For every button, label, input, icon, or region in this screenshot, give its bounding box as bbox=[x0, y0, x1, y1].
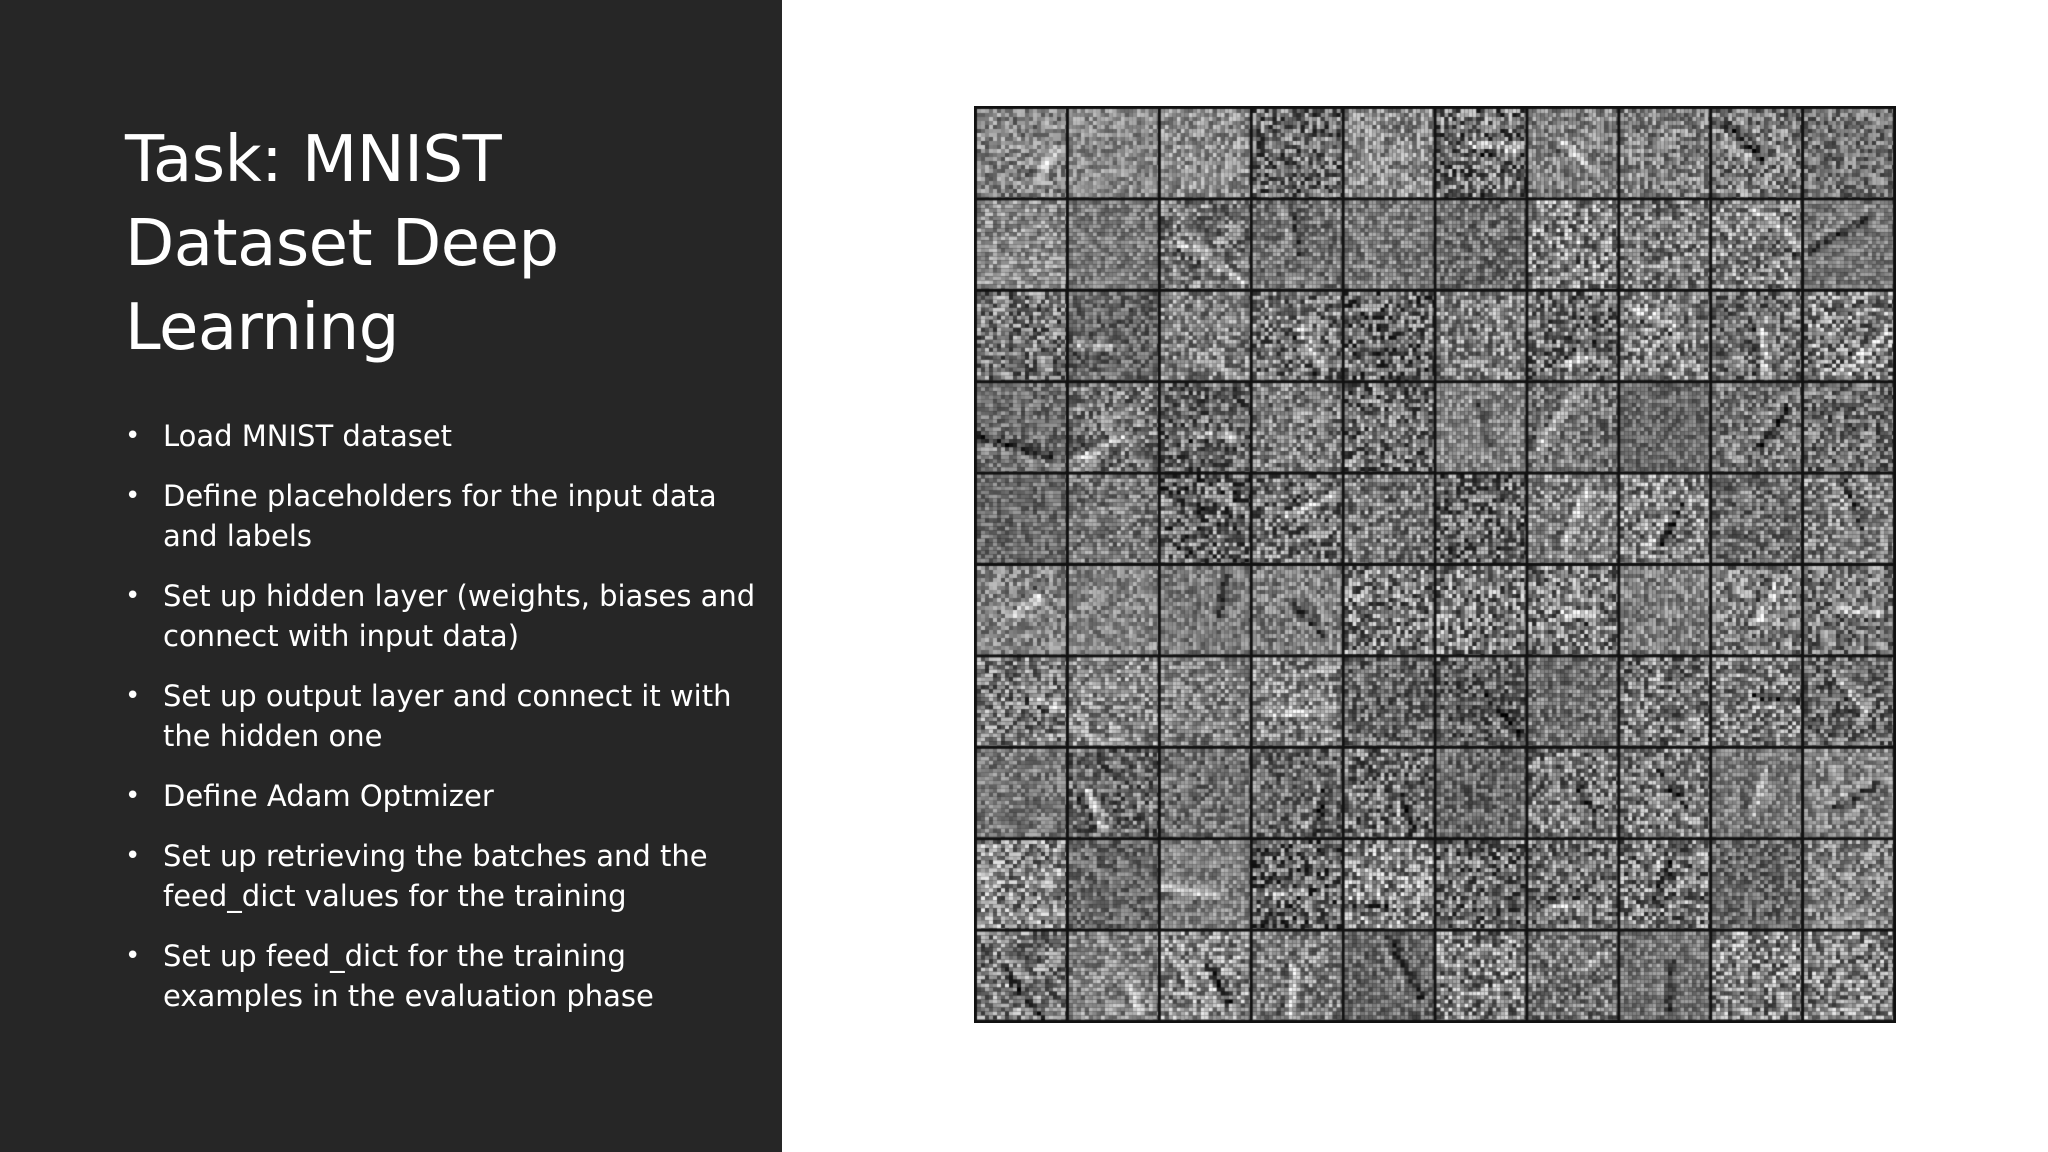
weights-visualization bbox=[974, 106, 1896, 1023]
bullet-dot-icon: • bbox=[125, 421, 141, 451]
bullet-dot-icon: • bbox=[125, 581, 141, 611]
bullet-item bbox=[125, 476, 765, 556]
bullet-dot-icon: • bbox=[125, 841, 141, 871]
bullet-item bbox=[125, 576, 765, 656]
bullet-list bbox=[125, 416, 765, 1036]
bullet-text: Define placeholders for the input data and labels bbox=[163, 479, 717, 553]
bullet-text: Define Adam Optmizer bbox=[163, 779, 494, 813]
bullet-dot-icon: • bbox=[125, 681, 141, 711]
bullet-text: Set up feed_dict for the training examples in the evaluation phase bbox=[163, 939, 654, 1013]
bullet-text: Load MNIST dataset bbox=[163, 419, 453, 453]
bullet-item bbox=[125, 416, 765, 456]
bullet-text: Set up output layer and connect it with the hidden one bbox=[163, 679, 732, 753]
bullet-item bbox=[125, 776, 765, 816]
bullet-dot-icon: • bbox=[125, 481, 141, 511]
bullet-text: Set up retrieving the batches and the feed_dict values for the training bbox=[163, 839, 708, 913]
bullet-item bbox=[125, 676, 765, 756]
left-panel bbox=[0, 0, 782, 1152]
filter-grid-canvas bbox=[974, 106, 1896, 1023]
slide-title: Task: MNIST Dataset Deep Learning bbox=[125, 123, 559, 365]
bullet-item bbox=[125, 836, 765, 916]
bullet-dot-icon: • bbox=[125, 941, 141, 971]
bullet-text: Set up hidden layer (weights, biases and connect with input data) bbox=[163, 579, 756, 653]
bullet-dot-icon: • bbox=[125, 781, 141, 811]
bullet-item bbox=[125, 936, 765, 1016]
